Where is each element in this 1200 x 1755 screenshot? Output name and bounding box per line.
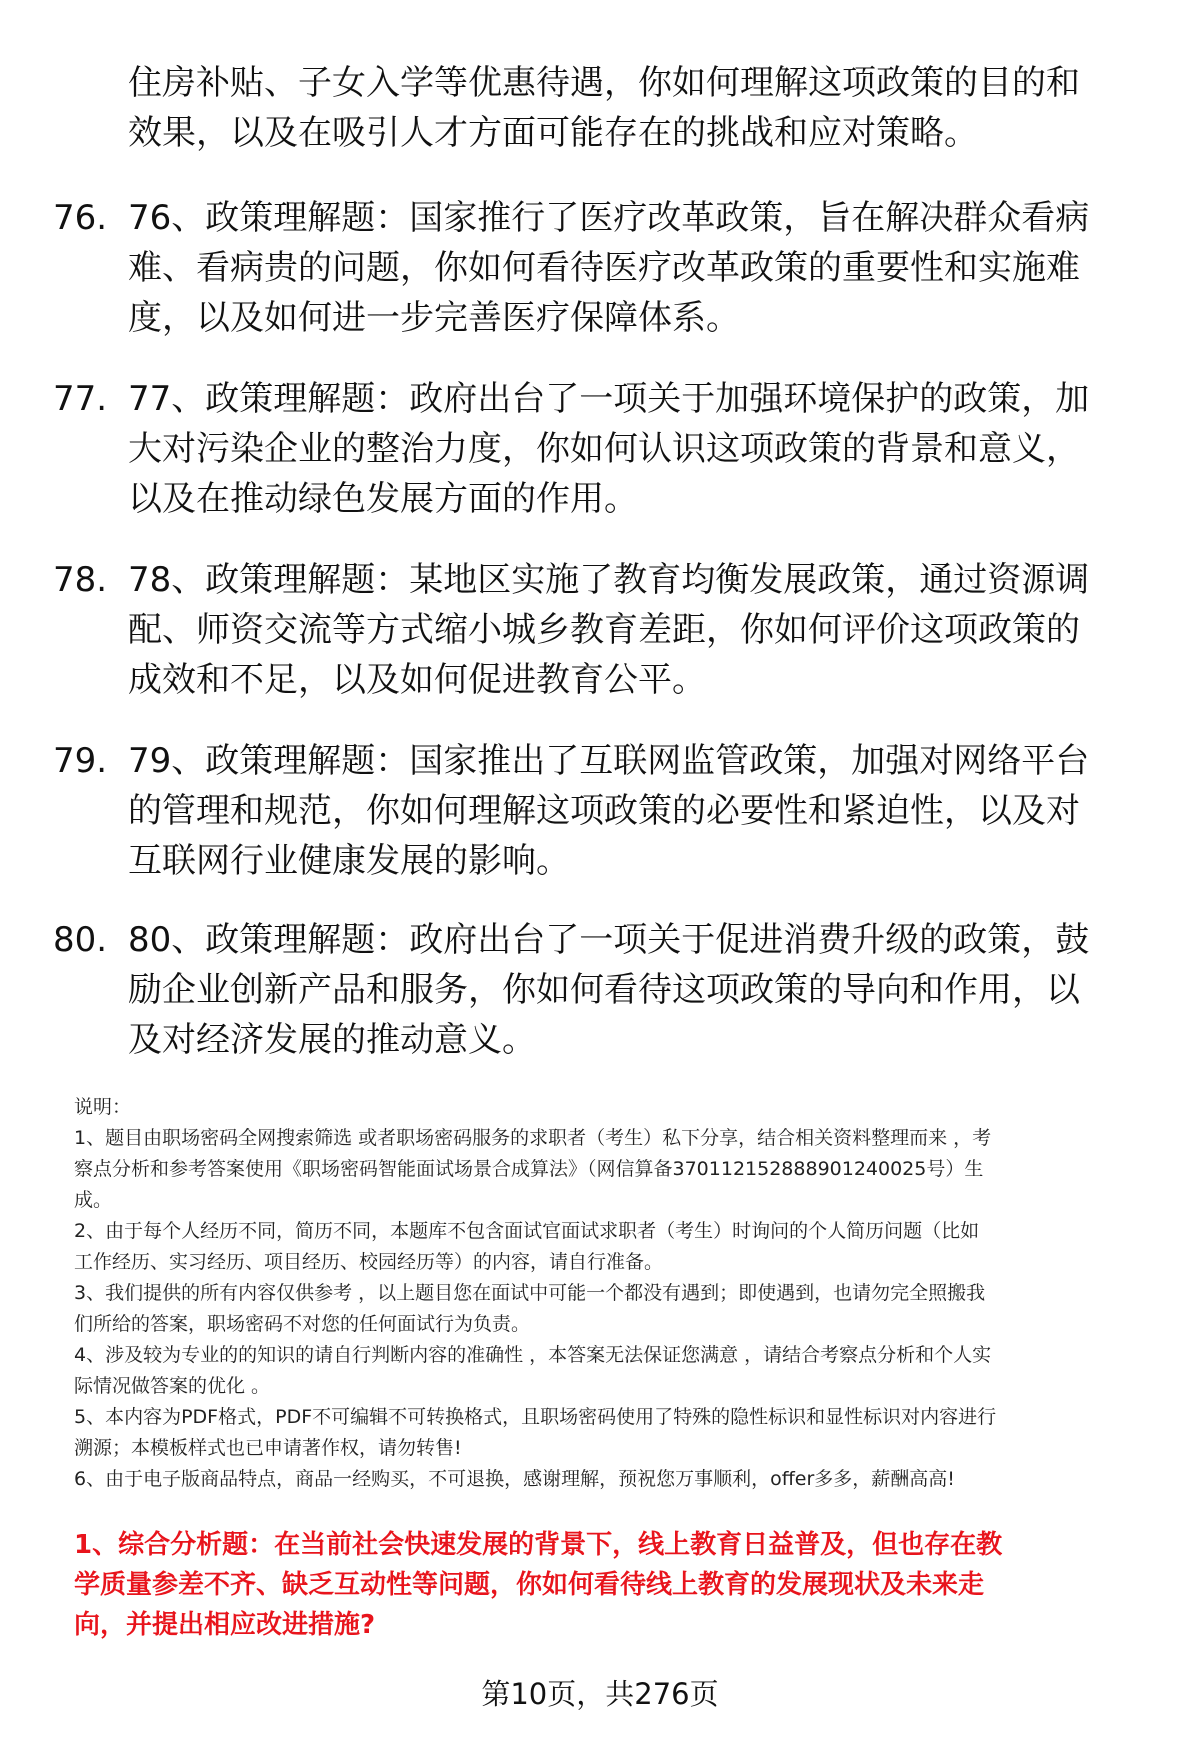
text-line: 大对污染企业的整治力度，你如何认识这项政策的背景和意义， — [128, 429, 1080, 469]
text-line: 77、政策理解题：政府出台了一项关于加强环境保护的政策，加 — [128, 379, 1090, 419]
text-line: 向，并提出相应改进措施? — [74, 1610, 376, 1640]
note-line: 1、题目由职场密码全网搜索筛选 或者职场密码服务的求职者（考生）私下分享，结合相关资料整理而来 ，考 — [74, 1127, 992, 1149]
text-line: 互联网行业健康发展的影响。 — [128, 841, 570, 881]
note-line: 工作经历、实习经历、项目经历、校园经历等）的内容，请自行准备。 — [74, 1251, 664, 1273]
question-heading — [74, 1525, 1164, 1645]
text-line: 79、政策理解题：国家推出了互联网监管政策，加强对网络平台 — [128, 741, 1090, 781]
text-line: 度，以及如何进一步完善医疗保障体系。 — [128, 298, 740, 338]
note-line: 际情况做答案的优化 。 — [74, 1375, 271, 1397]
item-number: 78. — [53, 560, 108, 600]
item-number: 80. — [53, 920, 108, 960]
text-line: 励企业创新产品和服务，你如何看待这项政策的导向和作用，以 — [128, 970, 1080, 1010]
note-line: 5、本内容为PDF格式，PDF不可编辑不可转换格式，且职场密码使用了特殊的隐性标识和显性标识对内容进行 — [74, 1406, 997, 1428]
note-line: 成。 — [74, 1189, 113, 1211]
text-line: 80、政策理解题：政府出台了一项关于促进消费升级的政策，鼓 — [128, 920, 1090, 960]
item-number: 77. — [53, 379, 108, 419]
text-line: 成效和不足，以及如何促进教育公平。 — [128, 660, 706, 700]
text-line: 住房补贴、子女入学等优惠待遇，你如何理解这项政策的目的和 — [128, 63, 1080, 103]
notes-section — [74, 1092, 1164, 1495]
text-line: 配、师资交流等方式缩小城乡教育差距，你如何评价这项政策的 — [128, 610, 1080, 650]
note-line: 们所给的答案，职场密码不对您的任何面试行为负责。 — [74, 1313, 531, 1335]
note-line: 4、涉及较为专业的的知识的请自行判断内容的准确性 ，本答案无法保证您满意 ，请结合考察点分析和个人实 — [74, 1344, 992, 1366]
text-line: 1、综合分析题：在当前社会快速发展的背景下，线上教育日益普及，但也存在教 — [74, 1530, 1003, 1560]
item-number: 79. — [53, 741, 108, 781]
note-line: 3、我们提供的所有内容仅供参考 ，以上题目您在面试中可能一个都没有遇到；即使遇到，也请勿完全照搬我 — [74, 1282, 986, 1304]
note-line: 察点分析和参考答案使用《职场密码智能面试场景合成算法》（网信算备370112152888901240025号）生 — [74, 1158, 984, 1180]
page-number: 第10页，共276页 — [481, 1677, 719, 1711]
notes-title: 说明： — [74, 1096, 132, 1118]
note-line: 溯源；本模板样式也已申请著作权，请勿转售! — [74, 1437, 462, 1459]
text-line: 76、政策理解题：国家推行了医疗改革政策，旨在解决群众看病 — [128, 198, 1090, 238]
text-line: 以及在推动绿色发展方面的作用。 — [128, 479, 638, 519]
item-number: 76. — [53, 198, 108, 238]
text-line: 效果，以及在吸引人才方面可能存在的挑战和应对策略。 — [128, 113, 978, 153]
text-line: 的管理和规范，你如何理解这项政策的必要性和紧迫性，以及对 — [128, 791, 1080, 831]
text-line: 学质量参差不齐、缺乏互动性等问题，你如何看待线上教育的发展现状及未来走 — [74, 1570, 985, 1600]
text-line: 难、看病贵的问题，你如何看待医疗改革政策的重要性和实施难 — [128, 248, 1080, 288]
continuation-text — [128, 58, 1158, 158]
note-line: 6、由于电子版商品特点，商品一经购买，不可退换，感谢理解，预祝您万事顺利，offer多多，薪酬高高! — [74, 1468, 955, 1490]
note-line: 2、由于每个人经历不同，简历不同，本题库不包含面试官面试求职者（考生）时询问的个人简历问题（比如 — [74, 1220, 980, 1242]
text-line: 及对经济发展的推动意义。 — [128, 1020, 536, 1060]
text-line: 78、政策理解题：某地区实施了教育均衡发展政策，通过资源调 — [128, 560, 1090, 600]
